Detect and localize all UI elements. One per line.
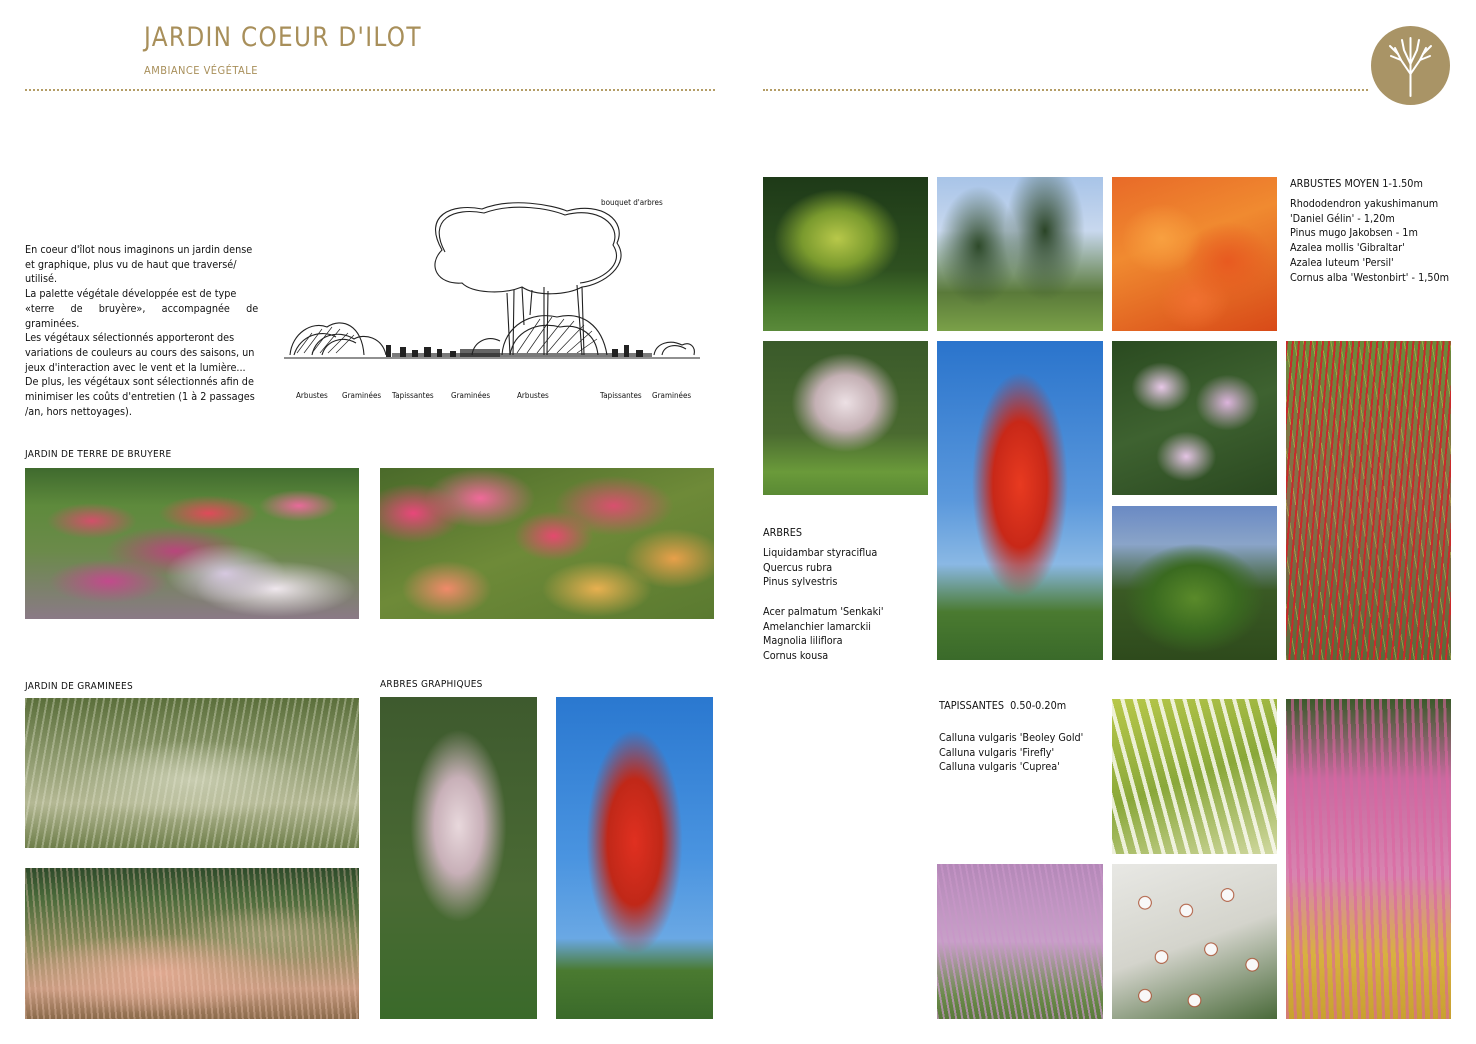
intro-line: jeux d'interaction avec le vent et la lumière... [25, 360, 246, 374]
sketch-label: Graminées [451, 391, 491, 400]
cornus-red-stems-photo [1286, 341, 1451, 660]
red-liquidambar-tall-photo [937, 341, 1103, 660]
section-title-arbres-graphiques: ARBRES GRAPHIQUES [380, 679, 483, 690]
flowering-dogwood-right-photo [763, 341, 928, 495]
intro-line: utilisé. [25, 272, 58, 286]
arbustes-item: Azalea luteum 'Persil' [1290, 255, 1394, 269]
arbustes-list [1290, 197, 1449, 285]
intro-paragraph [25, 243, 258, 419]
pink-rhododendron-photo [1112, 341, 1277, 495]
sketch-label: Tapissantes [600, 391, 642, 400]
lilac-heather-photo [937, 864, 1103, 1019]
intro-line: Les végétaux sélectionnés apporteront des [25, 331, 235, 345]
section-title-graminees: JARDIN DE GRAMINEES [25, 681, 133, 692]
arbres-item: Amelanchier lamarckii [763, 619, 871, 633]
arbres-list-1 [763, 546, 877, 590]
pink-heather-photo [1286, 699, 1451, 1019]
arbustes-item: Cornus alba 'Westonbirt' - 1,50m [1290, 270, 1450, 284]
sketch-label: Graminées [652, 391, 692, 400]
grasses-meadow-photo [25, 868, 359, 1019]
sketch-label-bouquet: bouquet d'arbres [601, 198, 663, 207]
arbustes-item: Pinus mugo Jakobsen - 1m [1290, 226, 1418, 240]
ornamental-grasses-photo [25, 698, 359, 848]
arbustes-heading: ARBUSTES MOYEN 1-1.50m [1290, 177, 1423, 190]
tapissantes-list [939, 731, 1083, 775]
arbres-item: Liquidambar styraciflua [763, 546, 878, 559]
intro-line: La palette végétale développée est de type [25, 287, 237, 301]
arbres-item: Quercus rubra [763, 560, 833, 574]
intro-line: En coeur d'îlot nous imaginons un jardin dense [25, 243, 253, 256]
arbustes-item: 'Daniel Gélin' - 1,20m [1290, 211, 1395, 225]
header-divider-left [25, 89, 715, 91]
arbres-item: Cornus kousa [763, 649, 829, 663]
arbres-item: Magnolia liliflora [763, 634, 843, 648]
arbres-list-2 [763, 605, 884, 664]
intro-line: De plus, les végétaux sont sélectionnés afin de [25, 375, 254, 389]
arbres-item: Pinus sylvestris [763, 575, 838, 589]
acer-palmatum-photo [763, 177, 928, 331]
arbustes-item: Rhododendron yakushimanum [1290, 197, 1439, 210]
orange-azalea-photo [1112, 177, 1277, 331]
tapissantes-item: Calluna vulgaris 'Cuprea' [939, 760, 1060, 774]
pine-trees-photo [937, 177, 1103, 331]
azalea-slope-photo [380, 468, 714, 619]
azalea-garden-photo [25, 468, 359, 619]
red-liquidambar-photo [556, 697, 713, 1019]
page-subtitle: AMBIANCE VÉGÉTALE [144, 64, 258, 77]
tapissantes-heading: TAPISSANTES 0.50-0.20m [939, 699, 1067, 712]
white-heather-photo [1112, 699, 1277, 854]
arbres-item: Acer palmatum 'Senkaki' [763, 605, 884, 618]
page-title: JARDIN COEUR D'ILOT [144, 22, 422, 53]
sketch-label: Graminées [342, 391, 382, 400]
sketch-label: Tapissantes [392, 391, 434, 400]
section-title-bruyere: JARDIN DE TERRE DE BRUYERE [25, 449, 172, 460]
tapissantes-item: Calluna vulgaris 'Firefly' [939, 745, 1055, 759]
tapissantes-item: Calluna vulgaris 'Beoley Gold' [939, 731, 1084, 744]
intro-line: variations de couleurs au cours des saisons, un [25, 345, 255, 359]
arbustes-item: Azalea mollis 'Gibraltar' [1290, 241, 1405, 255]
pinus-mugo-photo [1112, 506, 1277, 660]
intro-line: «terre de bruyère», accompagnée de graminées. [25, 301, 259, 330]
white-erica-bells-photo [1112, 864, 1277, 1019]
sketch-label: Arbustes [517, 391, 549, 400]
tree-logo-icon [1371, 26, 1450, 105]
arbres-heading: ARBRES [763, 526, 802, 539]
intro-line: minimiser les coûts d'entretien (1 à 2 passages [25, 390, 255, 404]
header-divider-right [763, 89, 1368, 91]
intro-line: /an, hors nettoyages). [25, 404, 132, 418]
planting-section-sketch [282, 195, 702, 375]
flowering-dogwood-photo [380, 697, 537, 1019]
sketch-label: Arbustes [296, 391, 328, 400]
intro-line: et graphique, plus vu de haut que traversé/ [25, 257, 237, 271]
